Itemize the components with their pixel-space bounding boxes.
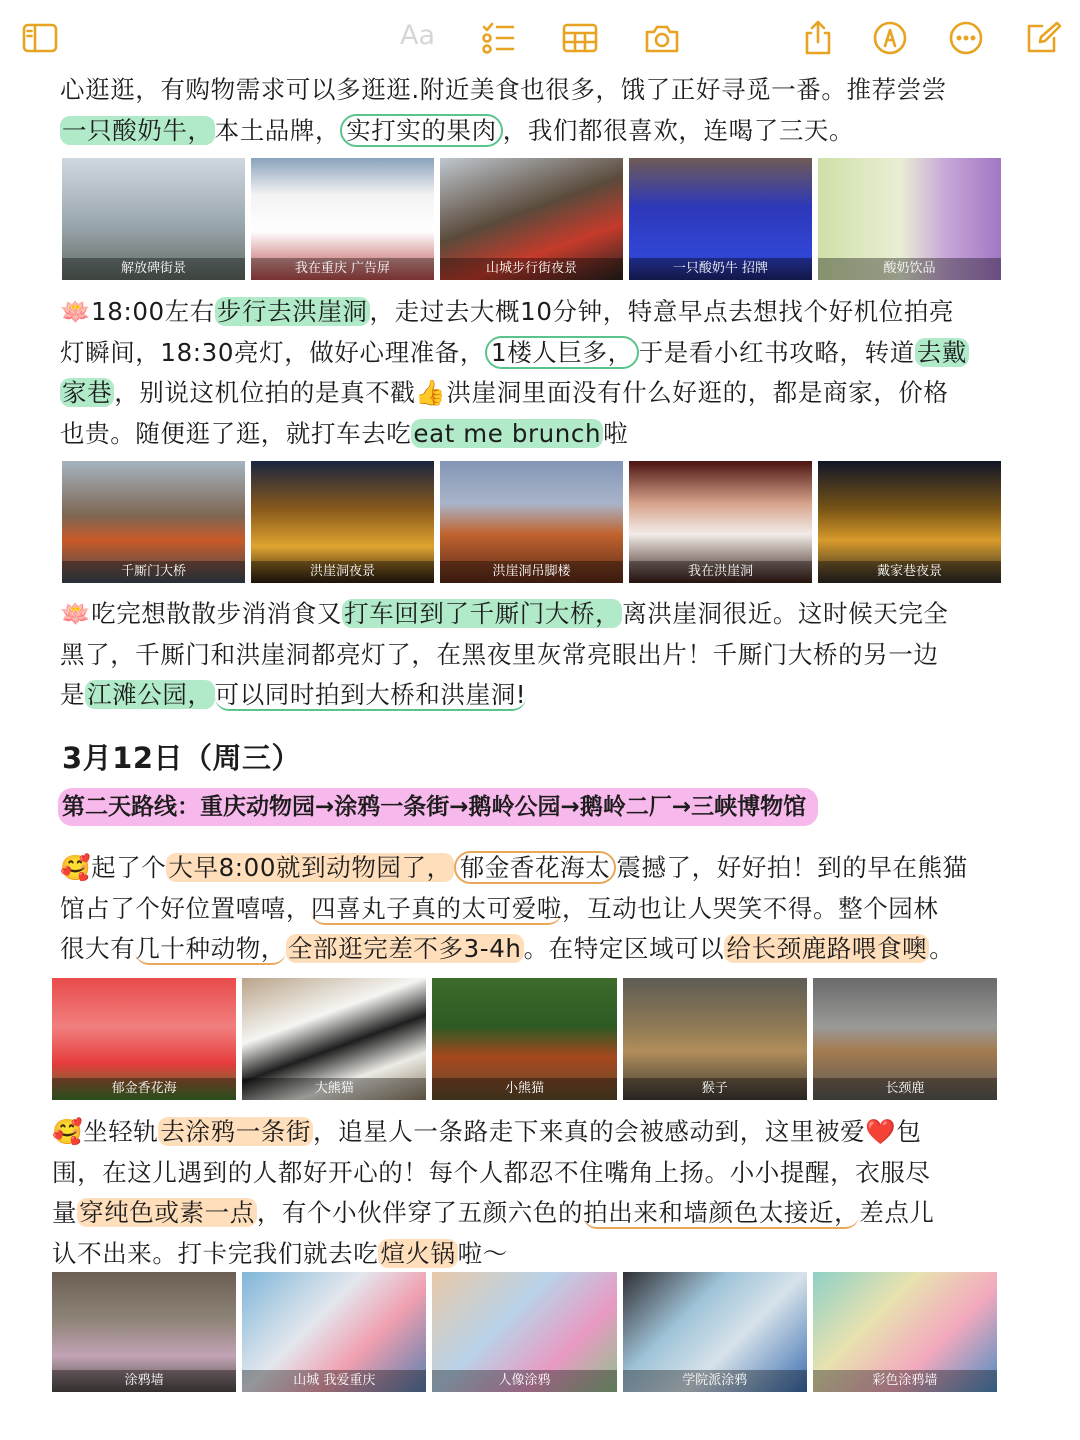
highlight-text: 穿纯色或素一点: [79, 1198, 255, 1227]
share-icon[interactable]: [798, 18, 838, 58]
photo-thumbnail[interactable]: [432, 1272, 616, 1392]
paragraph-zoo: [60, 848, 968, 970]
photo-label: 我在重庆 广告屏: [251, 258, 434, 280]
photo-label: 山城 我爱重庆: [242, 1370, 426, 1392]
text-span: 于是看小红书攻略，转道: [638, 337, 915, 367]
photo-thumbnail[interactable]: [52, 1272, 236, 1392]
photo-label: 我在洪崖洞: [629, 561, 812, 583]
photo-label: 涂鸦墙: [52, 1370, 236, 1392]
text-span: 🪷18:00左右: [60, 297, 215, 326]
photo-label: 大熊猫: [242, 1078, 426, 1100]
text-span: 。在特定区域可以: [523, 934, 725, 963]
photo-thumbnail[interactable]: [818, 461, 1001, 583]
photo-label: 千厮门大桥: [62, 561, 245, 583]
text-span: 认不出来。打卡完我们就去吃: [52, 1238, 379, 1268]
photo-label: 郁金香花海: [52, 1078, 236, 1100]
text-span: 量: [52, 1198, 78, 1227]
text-span: ，我们都很喜欢，连喝了三天。: [502, 115, 855, 145]
text-span: 🥰坐轻轨: [52, 1117, 159, 1146]
underlined-text: 四喜丸子真的太可爱啦: [311, 893, 562, 923]
photo-label: 人像涂鸦: [432, 1370, 616, 1392]
text-span: 很大有: [60, 934, 136, 963]
highlight-text: 大早8:00就到动物园了，: [168, 853, 452, 882]
highlight-text: 步行去洪崖洞: [216, 297, 368, 326]
photo-label: 解放碑街景: [62, 258, 245, 280]
text-span: 是: [60, 680, 86, 709]
photo-label: 彩色涂鸦墙: [813, 1370, 997, 1392]
text-line: 心逛逛，有购物需求可以多逛逛.附近美食也很多，饿了正好寻觅一番。推荐尝尝: [60, 75, 947, 104]
text-line: 围，在这儿遇到的人都好开心的！每个人都忍不住嘴角上扬。小小提醒，衣服尽: [52, 1157, 931, 1187]
text-span: ，互动也让人哭笑不得。整个园林: [562, 893, 939, 923]
sidebar-icon[interactable]: [20, 18, 60, 58]
text-span: 离洪崖洞很近。这时候天完全: [622, 599, 949, 628]
text-span: 🥰起了个: [60, 853, 167, 882]
photo-thumbnail[interactable]: [242, 978, 426, 1100]
photo-label: 小熊猫: [432, 1078, 616, 1100]
highlight-text: 去涂鸦一条街: [160, 1117, 312, 1146]
text-span: 🪷吃完想散散步消消食又: [60, 599, 343, 628]
table-icon[interactable]: [560, 18, 600, 58]
photo-thumbnail[interactable]: [813, 978, 997, 1100]
text-line: 黑了，千厮门和洪崖洞都亮灯了，在黑夜里灰常亮眼出片！千厮门大桥的另一边: [60, 639, 939, 669]
photo-label: 戴家巷夜景: [818, 561, 1001, 583]
photo-thumbnail[interactable]: [62, 461, 245, 583]
photo-row-3: [52, 978, 997, 1100]
highlight-text: eat me brunch: [413, 418, 602, 448]
compose-icon[interactable]: [1024, 18, 1064, 58]
underlined-text: 几十种动物，: [135, 934, 286, 963]
markup-pen-icon[interactable]: [870, 18, 910, 58]
photo-label: 洪崖洞吊脚楼: [440, 561, 623, 583]
photo-label: 学院派涂鸦: [623, 1370, 807, 1392]
photo-thumbnail[interactable]: [818, 158, 1001, 280]
photo-row-2: [62, 461, 1007, 583]
text-span: 本土品牌，: [214, 115, 341, 145]
checklist-icon[interactable]: [478, 18, 518, 58]
text-span: ，有个小伙伴穿了五颜六色的: [256, 1198, 584, 1227]
photo-thumbnail[interactable]: [629, 461, 812, 583]
more-icon[interactable]: [946, 18, 986, 58]
circled-text: 郁金香花海太: [454, 851, 617, 884]
highlight-text: 全部逛完差不多3-4h: [287, 934, 522, 963]
photo-label: 山城步行街夜景: [440, 258, 623, 280]
text-span: ，走过去大概10分钟，特意早点去想找个好机位拍亮: [369, 297, 955, 326]
photo-label: 长颈鹿: [813, 1078, 997, 1100]
photo-row-1: [62, 158, 1007, 280]
photo-label: 酸奶饮品: [818, 258, 1001, 280]
photo-thumbnail[interactable]: [251, 461, 434, 583]
highlight-text: 去戴: [916, 337, 968, 367]
text-span: 灯瞬间，18:30亮灯，做好心理准备，: [60, 337, 486, 367]
photo-thumbnail[interactable]: [251, 158, 434, 280]
photo-thumbnail[interactable]: [62, 158, 245, 280]
day-heading: 3月12日（周三）: [62, 741, 302, 775]
photo-thumbnail[interactable]: [629, 158, 812, 280]
text-span: 啦～: [457, 1238, 508, 1268]
highlight-text: 家巷: [62, 378, 113, 407]
text-span: 。: [929, 934, 955, 963]
photo-thumbnail[interactable]: [440, 158, 623, 280]
text-span: 震撼了，好好拍！到的早在熊猫: [616, 853, 968, 882]
camera-icon[interactable]: [642, 18, 682, 58]
photo-label: 猴子: [623, 1078, 807, 1100]
highlight-text: 煊火锅: [380, 1238, 456, 1268]
photo-thumbnail[interactable]: [623, 978, 807, 1100]
text-span: ，追星人一条路走下来真的会被感动到，这里被爱❤️包: [313, 1117, 922, 1146]
photo-thumbnail[interactable]: [432, 978, 616, 1100]
photo-thumbnail[interactable]: [242, 1272, 426, 1392]
notes-toolbar: [0, 0, 1080, 76]
highlight-text: 打车回到了千厮门大桥，: [344, 599, 621, 628]
photo-thumbnail[interactable]: [623, 1272, 807, 1392]
route-line: 第二天路线：重庆动物园→涂鸦一条街→鹅岭公园→鹅岭二厂→三峡博物馆: [58, 788, 818, 826]
paragraph-qiansimen: [60, 594, 949, 716]
text-span: ，别说这机位拍的是真不戳👍洪崖洞里面没有什么好逛的，都是商家，价格: [114, 378, 949, 407]
photo-thumbnail[interactable]: [813, 1272, 997, 1392]
highlight-text: 给长颈鹿路喂食噢: [726, 934, 928, 963]
highlight-text: 一只酸奶牛，: [62, 115, 213, 145]
photo-label: 洪崖洞夜景: [251, 561, 434, 583]
circled-text: 1楼人巨多，: [485, 336, 639, 369]
text-span: 也贵。随便逛了逛，就打车去吃: [60, 418, 412, 448]
text-span: 啦: [603, 418, 629, 448]
underlined-text: 可以同时拍到大桥和洪崖洞!: [214, 680, 527, 709]
photo-thumbnail[interactable]: [440, 461, 623, 583]
format-text-button[interactable]: Aa: [400, 20, 436, 51]
paragraph-graffiti-street: [52, 1112, 935, 1274]
underlined-text: 拍出来和墙颜色太接近，: [583, 1198, 860, 1227]
text-span: 差点儿: [859, 1198, 935, 1227]
photo-thumbnail[interactable]: [52, 978, 236, 1100]
highlight-text: 江滩公园，: [87, 680, 213, 709]
paragraph-shopping: [60, 70, 947, 151]
photo-label: 一只酸奶牛 招牌: [629, 258, 812, 280]
circled-text: 实打实的果肉: [340, 114, 503, 147]
paragraph-hongyadong: [60, 292, 969, 454]
text-span: 馆占了个好位置嘻嘻，: [60, 893, 311, 923]
photo-row-4: [52, 1272, 997, 1392]
